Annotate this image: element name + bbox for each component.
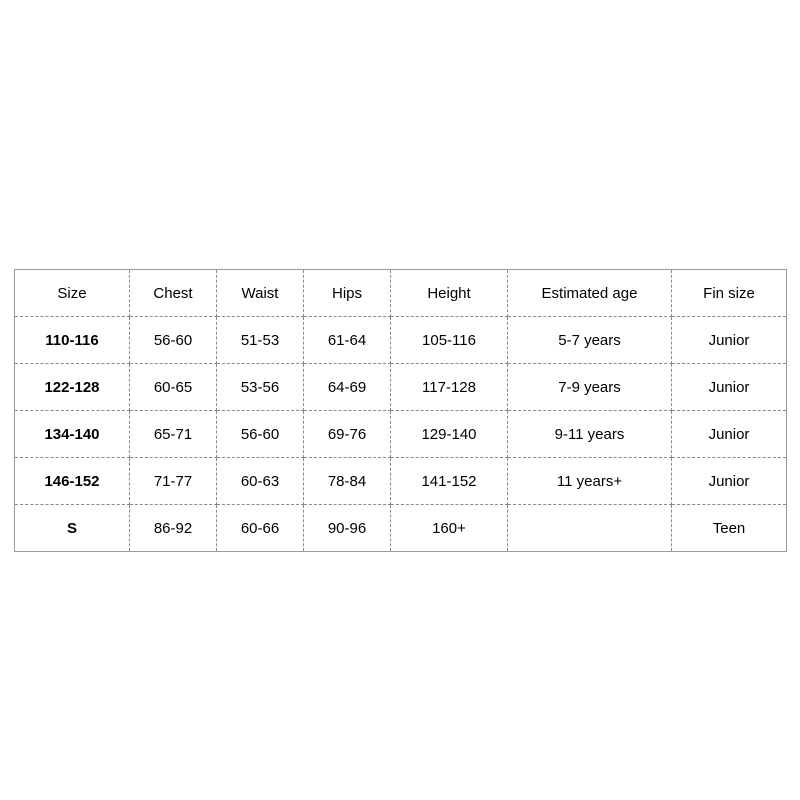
cell-estimated-age [508, 505, 672, 552]
cell-size: S [15, 505, 130, 552]
cell-chest: 71-77 [130, 458, 217, 505]
table-header-row [15, 270, 787, 317]
size-chart-table [14, 269, 787, 552]
cell-fin-size: Junior [672, 458, 787, 505]
cell-height: 105-116 [391, 317, 508, 364]
table-row [15, 411, 787, 458]
cell-fin-size: Junior [672, 317, 787, 364]
column-header-chest: Chest [130, 270, 217, 317]
cell-chest: 86-92 [130, 505, 217, 552]
column-header-fin-size: Fin size [672, 270, 787, 317]
column-header-waist: Waist [217, 270, 304, 317]
table-row [15, 317, 787, 364]
cell-waist: 51-53 [217, 317, 304, 364]
cell-waist: 60-63 [217, 458, 304, 505]
cell-hips: 90-96 [304, 505, 391, 552]
cell-height: 141-152 [391, 458, 508, 505]
column-header-size: Size [15, 270, 130, 317]
table-row [15, 458, 787, 505]
table-row [15, 364, 787, 411]
column-header-estimated-age: Estimated age [508, 270, 672, 317]
cell-size: 110-116 [15, 317, 130, 364]
cell-estimated-age: 7-9 years [508, 364, 672, 411]
cell-waist: 56-60 [217, 411, 304, 458]
cell-height: 160+ [391, 505, 508, 552]
cell-waist: 60-66 [217, 505, 304, 552]
cell-chest: 65-71 [130, 411, 217, 458]
cell-estimated-age: 5-7 years [508, 317, 672, 364]
cell-chest: 56-60 [130, 317, 217, 364]
size-chart-container [14, 269, 786, 552]
cell-fin-size: Junior [672, 411, 787, 458]
cell-chest: 60-65 [130, 364, 217, 411]
table-header [15, 270, 787, 317]
cell-hips: 61-64 [304, 317, 391, 364]
cell-height: 117-128 [391, 364, 508, 411]
cell-fin-size: Junior [672, 364, 787, 411]
column-header-hips: Hips [304, 270, 391, 317]
cell-waist: 53-56 [217, 364, 304, 411]
table-body [15, 317, 787, 552]
cell-hips: 64-69 [304, 364, 391, 411]
cell-height: 129-140 [391, 411, 508, 458]
table-row [15, 505, 787, 552]
cell-estimated-age: 11 years+ [508, 458, 672, 505]
cell-hips: 78-84 [304, 458, 391, 505]
cell-size: 122-128 [15, 364, 130, 411]
cell-hips: 69-76 [304, 411, 391, 458]
cell-size: 146-152 [15, 458, 130, 505]
cell-size: 134-140 [15, 411, 130, 458]
column-header-height: Height [391, 270, 508, 317]
cell-estimated-age: 9-11 years [508, 411, 672, 458]
cell-fin-size: Teen [672, 505, 787, 552]
